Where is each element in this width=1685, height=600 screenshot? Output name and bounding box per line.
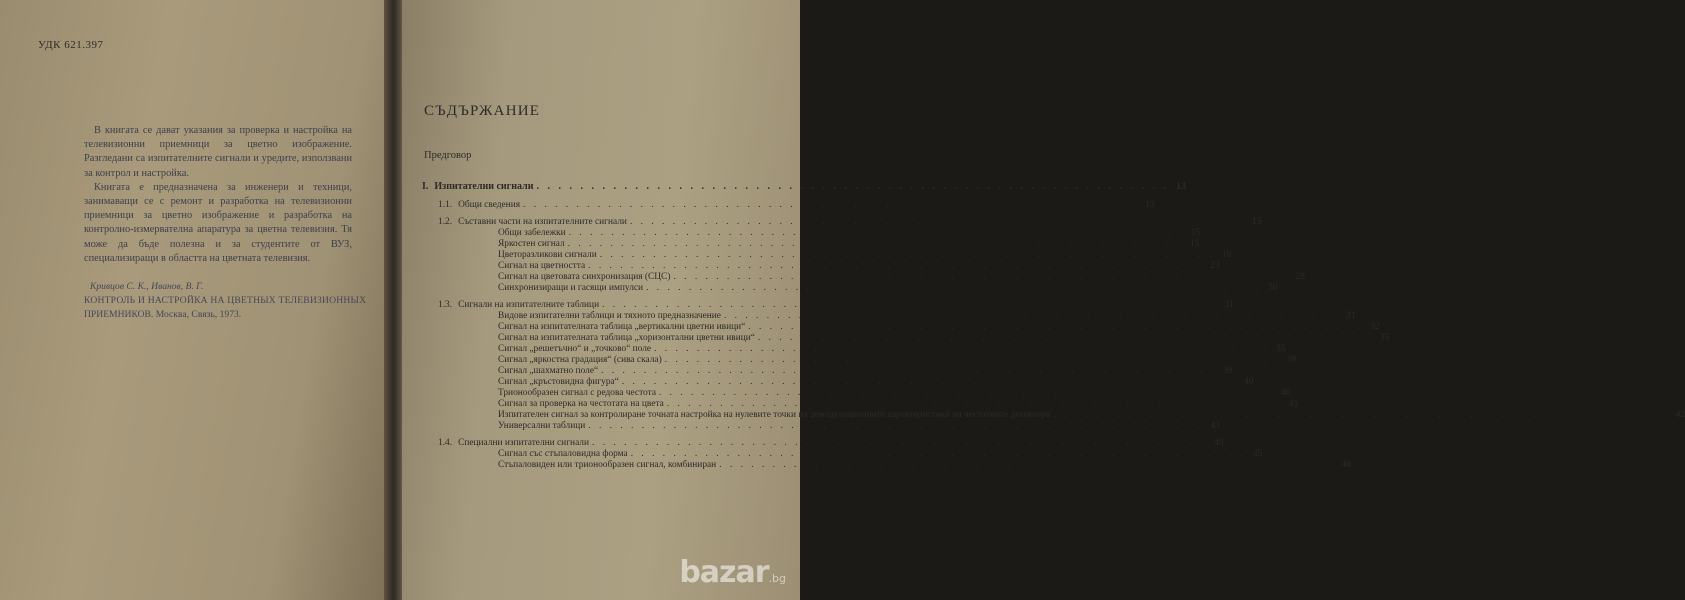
toc-leader-dots bbox=[631, 449, 1246, 460]
toc-page-number: 40 bbox=[1281, 388, 1291, 398]
toc-entry bbox=[422, 377, 1254, 388]
toc-entry-number: 1.1. bbox=[438, 200, 453, 210]
toc-entry bbox=[422, 239, 1200, 250]
toc-page-number: 35 bbox=[1276, 344, 1286, 354]
toc-entry bbox=[422, 272, 1305, 283]
toc-entry bbox=[422, 200, 1155, 211]
toc-leader-dots bbox=[600, 250, 1215, 261]
source-reference bbox=[84, 280, 374, 322]
toc-leader-dots bbox=[622, 377, 1237, 388]
table-of-contents bbox=[422, 181, 1685, 471]
toc-entry bbox=[422, 421, 1220, 432]
toc-entry-title: Сигнал със стъпаловидна форма bbox=[498, 449, 628, 459]
toc-page-number: 41 bbox=[1288, 399, 1299, 409]
toc-entry-title: Универсални таблици bbox=[498, 421, 586, 431]
toc-leader-dots bbox=[569, 228, 1184, 239]
toc-entry-title: Специални изпитателни сигнали bbox=[458, 438, 590, 448]
source-authors: Кривцов С. К., Иванов, В. Г. bbox=[90, 281, 204, 292]
toc-entry-title: Сигнал „решетъчно“ и „точково“ поле bbox=[498, 344, 652, 354]
toc-entry bbox=[422, 283, 1278, 294]
toc-leader-dots bbox=[719, 460, 1334, 471]
bazar-watermark-logo bbox=[679, 555, 786, 590]
toc-preface: Предговор bbox=[424, 150, 472, 161]
toc-entry-title: Сигнал на цветността bbox=[498, 261, 586, 271]
toc-entry-title: Синхронизиращи и гасящи импулси bbox=[498, 283, 644, 293]
toc-entry bbox=[422, 410, 1685, 421]
toc-entry-title: Сигнал за проверка на честотата на цвета bbox=[498, 399, 664, 409]
toc-entry-title: Изпитателни сигнали bbox=[434, 181, 534, 192]
toc-page-number: 28 bbox=[1295, 272, 1305, 282]
toc-page-number: 39 bbox=[1223, 366, 1233, 376]
toc-entry bbox=[422, 333, 1390, 344]
toc-page-number: 18 bbox=[1221, 250, 1232, 260]
toc-entry-number: 1.2. bbox=[438, 217, 453, 227]
toc-entry bbox=[422, 388, 1291, 399]
toc-leader-dots bbox=[602, 300, 1217, 311]
watermark-brand: bazar bbox=[679, 555, 769, 590]
toc-page-number: 13 bbox=[1145, 200, 1155, 210]
toc-page-number: 38 bbox=[1286, 355, 1297, 365]
toc-page-number: 15 bbox=[1190, 228, 1201, 238]
toc-leader-dots bbox=[588, 261, 1203, 272]
toc-entry-number: I. bbox=[422, 181, 429, 192]
udk-code: УДК 621.397 bbox=[38, 39, 104, 51]
source-title: КОНТРОЛЬ И НАСТРОЙКА НА ЦВЕТНЫХ ТЕЛЕВИЗИОННЫХ bbox=[84, 295, 367, 306]
toc-entry bbox=[422, 300, 1234, 311]
toc-leader-dots bbox=[673, 272, 1288, 283]
toc-entry bbox=[422, 250, 1232, 261]
toc-leader-dots bbox=[536, 181, 1169, 192]
toc-page-number: 35 bbox=[1380, 333, 1390, 343]
toc-entry bbox=[422, 355, 1297, 366]
toc-entry-number: 1.3. bbox=[438, 300, 453, 310]
toc-entry bbox=[422, 366, 1233, 377]
toc-entry-title: Сигнал „яркостна градация“ (сива скала) bbox=[498, 355, 662, 365]
toc-page-number: 45 bbox=[1252, 449, 1263, 459]
annotation-paragraph: Книгата е предназначена за инженери и техници, занимаващи се с ремонт и разработка на телевизионни приемници за цветно изображение и разработка на контролно-измервателна апаратура за цветна телевизия. Тя може да бъде полезна и за студентите от ВУЗ, специализиращи в областта на цветната телевизия. bbox=[84, 181, 352, 264]
toc-page-number: 31 bbox=[1224, 300, 1234, 310]
toc-entry-title: Видове изпитателни таблици и тяхното предназначение bbox=[498, 311, 721, 321]
toc-leader-dots bbox=[601, 366, 1216, 377]
source-publisher: ПРИЕМНИКОВ. Москва, Связь, 1973. bbox=[84, 309, 242, 320]
toc-entry-title: Общи забележки bbox=[498, 228, 566, 238]
toc-entry bbox=[422, 261, 1220, 272]
toc-leader-dots bbox=[758, 333, 1373, 344]
toc-entry bbox=[422, 228, 1201, 239]
toc-entry-title: Сигнал „шахматно поле“ bbox=[498, 366, 599, 376]
toc-page-number: 42 bbox=[1675, 410, 1685, 420]
toc-entry-title: Сигнал на изпитателната таблица „вертикални цветни ивици“ bbox=[498, 322, 746, 332]
toc-leader-dots bbox=[748, 322, 1363, 333]
toc-page-number: 31 bbox=[1346, 311, 1356, 321]
toc-entry-title: Сигнали на изпитателните таблици bbox=[458, 300, 600, 310]
toc-entry-title: Цветоразликови сигнали bbox=[498, 250, 597, 260]
toc-entry bbox=[422, 449, 1263, 460]
toc-page-number: 15 bbox=[1189, 239, 1200, 249]
toc-entry-title: Сигнал „кръстовидна фигура“ bbox=[498, 377, 619, 387]
toc-entry bbox=[422, 344, 1286, 355]
toc-page-number: 46 bbox=[1341, 460, 1351, 470]
toc-page-number: 32 bbox=[1370, 322, 1380, 332]
toc-entry bbox=[422, 460, 1351, 471]
watermark-tld: .bg bbox=[768, 572, 786, 585]
toc-entry-title: Трионообразен сигнал с редова честота bbox=[498, 388, 656, 398]
toc-page-number: 13 bbox=[1175, 181, 1186, 192]
toc-leader-dots bbox=[665, 355, 1280, 366]
book-gutter bbox=[384, 0, 404, 600]
toc-leader-dots bbox=[592, 438, 1207, 449]
toc-entry bbox=[422, 322, 1380, 333]
toc-leader-dots bbox=[588, 421, 1203, 432]
toc-page-number: 45 bbox=[1214, 438, 1224, 448]
toc-entry-title: Яркостен сигнал bbox=[498, 239, 565, 249]
toc-page-number: 23 bbox=[1210, 261, 1220, 271]
toc-entry-title: Сигнал на изпитателната таблица „хоризонтални цветни ивици“ bbox=[498, 333, 755, 343]
toc-leader-dots bbox=[1054, 410, 1669, 421]
toc-entry bbox=[422, 311, 1356, 322]
toc-page-number: 15 bbox=[1252, 217, 1262, 227]
annotation-paragraph: В книгата се дават указания за проверка и настройка на телевизионни приемници за цветно изображение. Разгледани са изпитателните сигнали и уредите, използвани за контрол и настройка. bbox=[84, 125, 352, 179]
toc-leader-dots bbox=[724, 311, 1339, 322]
book-annotation bbox=[84, 124, 352, 266]
toc-leader-dots bbox=[667, 399, 1282, 410]
toc-leader-dots bbox=[568, 239, 1183, 250]
toc-entry-title: Общи сведения bbox=[458, 200, 521, 210]
toc-leader-dots bbox=[630, 217, 1245, 228]
toc-title: СЪДЪРЖАНИЕ bbox=[424, 103, 541, 119]
toc-leader-dots bbox=[523, 200, 1138, 211]
toc-leader-dots bbox=[659, 388, 1274, 399]
toc-entry-number: 1.4. bbox=[438, 438, 453, 448]
toc-entry bbox=[422, 181, 1186, 192]
toc-entry bbox=[422, 217, 1262, 228]
toc-entry-title: Стъпаловиден или трионообразен сигнал, комбиниран bbox=[498, 460, 717, 470]
toc-page-number: 43 bbox=[1210, 421, 1220, 431]
toc-entry-title: Изпитателен сигнал за контролиране точната настройка на нулевите точки на демодулационните характеристики на честотните детектори bbox=[498, 410, 1051, 420]
toc-entry bbox=[422, 438, 1224, 449]
toc-page-number: 40 bbox=[1244, 377, 1254, 387]
toc-leader-dots bbox=[654, 344, 1269, 355]
toc-page-number: 30 bbox=[1268, 283, 1278, 293]
toc-entry bbox=[422, 399, 1299, 410]
toc-entry-title: Съставни части на изпитателните сигнали bbox=[458, 217, 627, 227]
toc-entry-title: Сигнал на цветовата синхронизация (СЦС) bbox=[498, 272, 671, 282]
toc-leader-dots bbox=[646, 283, 1261, 294]
